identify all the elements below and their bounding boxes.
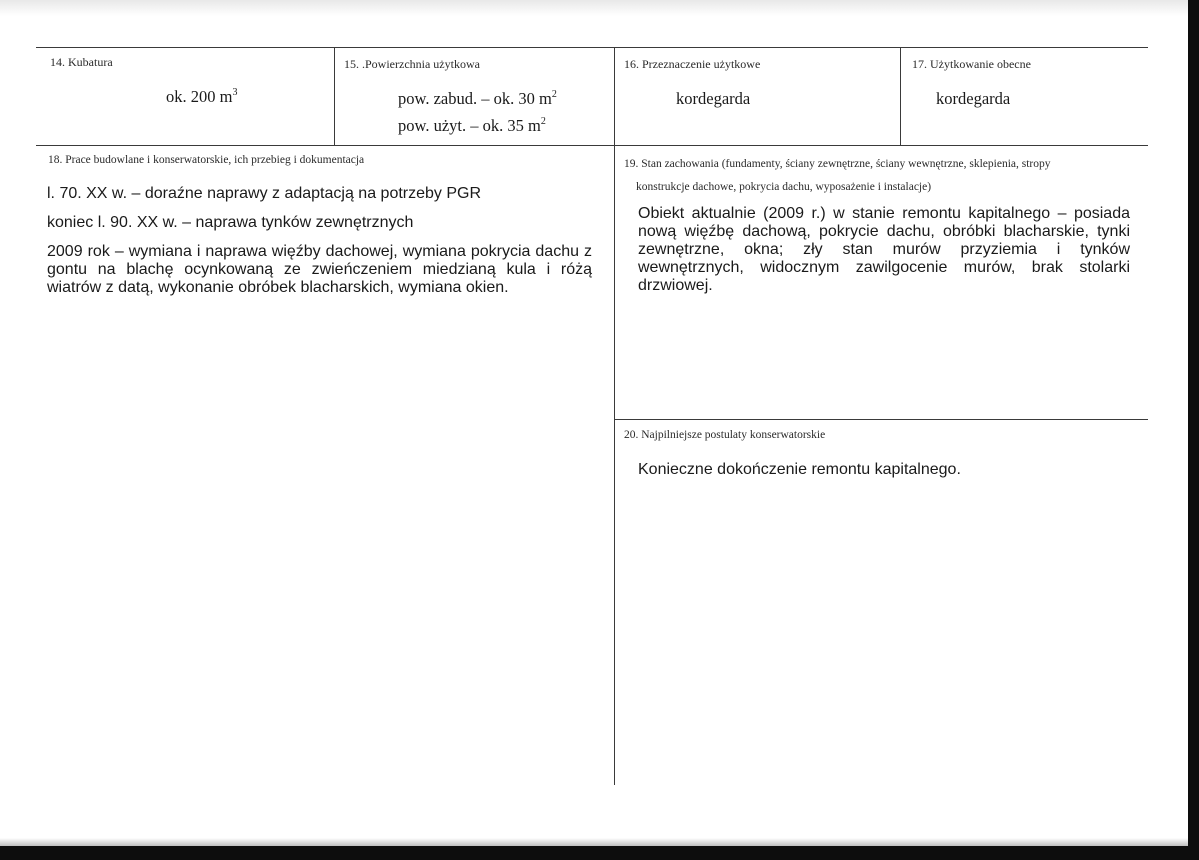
- powierzchnia-zabud-value: pow. zabud. – ok. 30 $m^2$: [398, 89, 557, 108]
- scan-top-edge: [0, 0, 1199, 16]
- divider-14-15: [334, 47, 335, 145]
- row1-top-border: [36, 47, 1148, 48]
- prace-list: [47, 185, 592, 297]
- przeznaczenie-label: 16. Przeznaczenie użytkowe: [624, 57, 761, 71]
- postulaty-text: Konieczne dokończenie remontu kapitalnego.: [638, 461, 961, 478]
- prace-item-3: 2009 rok – wymiana i naprawa więźby dachowej, wymiana pokrycia dachu z gontu na blachę ocynkowaną ze zwieńczeniem miedzianą kula i różą wiatrów z datą, wykonanie obróbek blacharskich, wymiana okien.: [47, 243, 592, 296]
- scan-right-edge: [1188, 0, 1199, 860]
- prace-item-2: koniec l. 90. XX w. – naprawa tynków zewnętrznych: [47, 214, 414, 231]
- powierzchnia-label: 15. .Powierzchnia użytkowa: [344, 57, 480, 71]
- uzytkowanie-label: 17. Użytkowanie obecne: [912, 57, 1031, 71]
- postulaty-label: 20. Najpilniejsze postulaty konserwatorskie: [624, 429, 826, 441]
- scan-bottom-shadow: [0, 838, 1199, 846]
- stan-label-line2: konstrukcje dachowe, pokrycia dachu, wyposażenie i instalacje): [636, 181, 932, 193]
- section20-top-border: [614, 419, 1148, 420]
- prace-label: 18. Prace budowlane i konserwatorskie, ich przebieg i dokumentacja: [48, 154, 365, 166]
- prace-item-1: l. 70. XX w. – doraźne naprawy z adaptacją na potrzeby PGR: [47, 185, 482, 202]
- scan-bottom-edge: [0, 846, 1199, 860]
- uzytkowanie-value: kordegarda: [936, 89, 1011, 108]
- divider-16-17: [900, 47, 901, 145]
- powierzchnia-uzyt-value: pow. użyt. – ok. 35 $m^2$: [398, 116, 546, 135]
- kubatura-label: 14. Kubatura: [50, 55, 113, 69]
- przeznaczenie-value: kordegarda: [676, 89, 751, 108]
- row1-bottom-border: [36, 145, 1148, 146]
- stan-label-line1: 19. Stan zachowania (fundamenty, ściany zewnętrzne, ściany wewnętrzne, sklepienia, stropy: [624, 158, 1051, 170]
- kubatura-value: ok. 200 $m^3$: [166, 87, 238, 106]
- divider-main-vertical: [614, 47, 615, 785]
- stan-text: [638, 205, 1130, 295]
- stan-paragraph: Obiekt aktualnie (2009 r.) w stanie remontu kapitalnego – posiada nową więźbę dachową, pokrycie dachu, obróbki blacharskie, tynki zewnętrzne, okna; zły stan murów przyziemia i tynków wewnętrznych, widocznym zawilgocenie murów, brak stolarki drzwiowej.: [638, 205, 1130, 294]
